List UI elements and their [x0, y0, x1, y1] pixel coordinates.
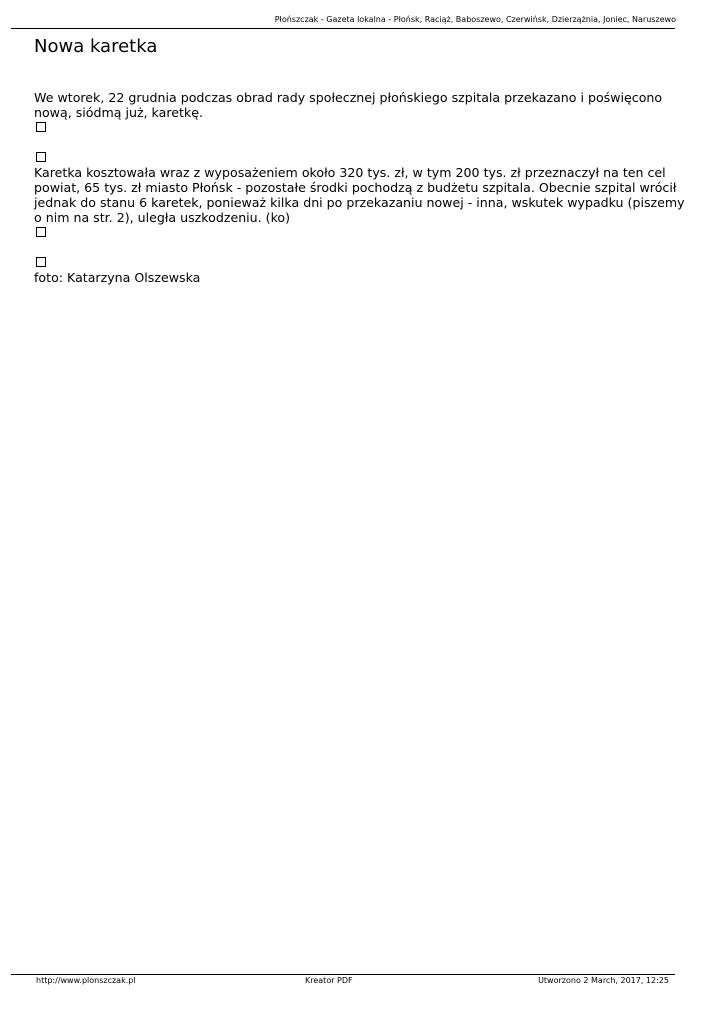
article-paragraph-details: Karetka kosztowała wraz z wyposażeniem około 320 tys. zł, w tym 200 tys. zł przeznaczył na ten cel powiat, 65 tys. zł miasto Płońsk - pozostałe środki pochodzą z budżetu szpitala. Obecnie szpital wrócił jednak do stanu 6 karetek, ponieważ kilka dni po przekazaniu nowej - inna, wskutek wypadku (piszemy o nim na str. 2), uległa uszkodzeniu. (ko) — [34, 165, 685, 225]
footer-created-date: Utworzono 2 March, 2017, 12:25 — [538, 976, 669, 985]
footer-divider — [11, 974, 675, 975]
page-header-text: Płońszczak - Gazeta lokalna - Płońsk, Raciąż, Baboszewo, Czerwińsk, Dzierzążnia, Joniec, Naruszewo — [274, 15, 676, 24]
missing-glyph-icon — [36, 122, 46, 132]
footer-url-link[interactable]: http://www.plonszczak.pl — [36, 976, 136, 985]
missing-glyph-icon — [36, 227, 46, 237]
footer-generator: Kreator PDF — [305, 976, 353, 985]
missing-glyph-icon — [36, 257, 46, 267]
missing-glyph-icon — [36, 152, 46, 162]
article-body — [34, 90, 694, 285]
article-title: Nowa karetka — [34, 36, 158, 57]
photo-credit: foto: Katarzyna Olszewska — [34, 270, 201, 285]
header-divider — [11, 28, 675, 29]
article-paragraph-intro: We wtorek, 22 grudnia podczas obrad rady społecznej płońskiego szpitala przekazano i poświęcono nową, siódmą już, karetkę. — [34, 90, 663, 120]
